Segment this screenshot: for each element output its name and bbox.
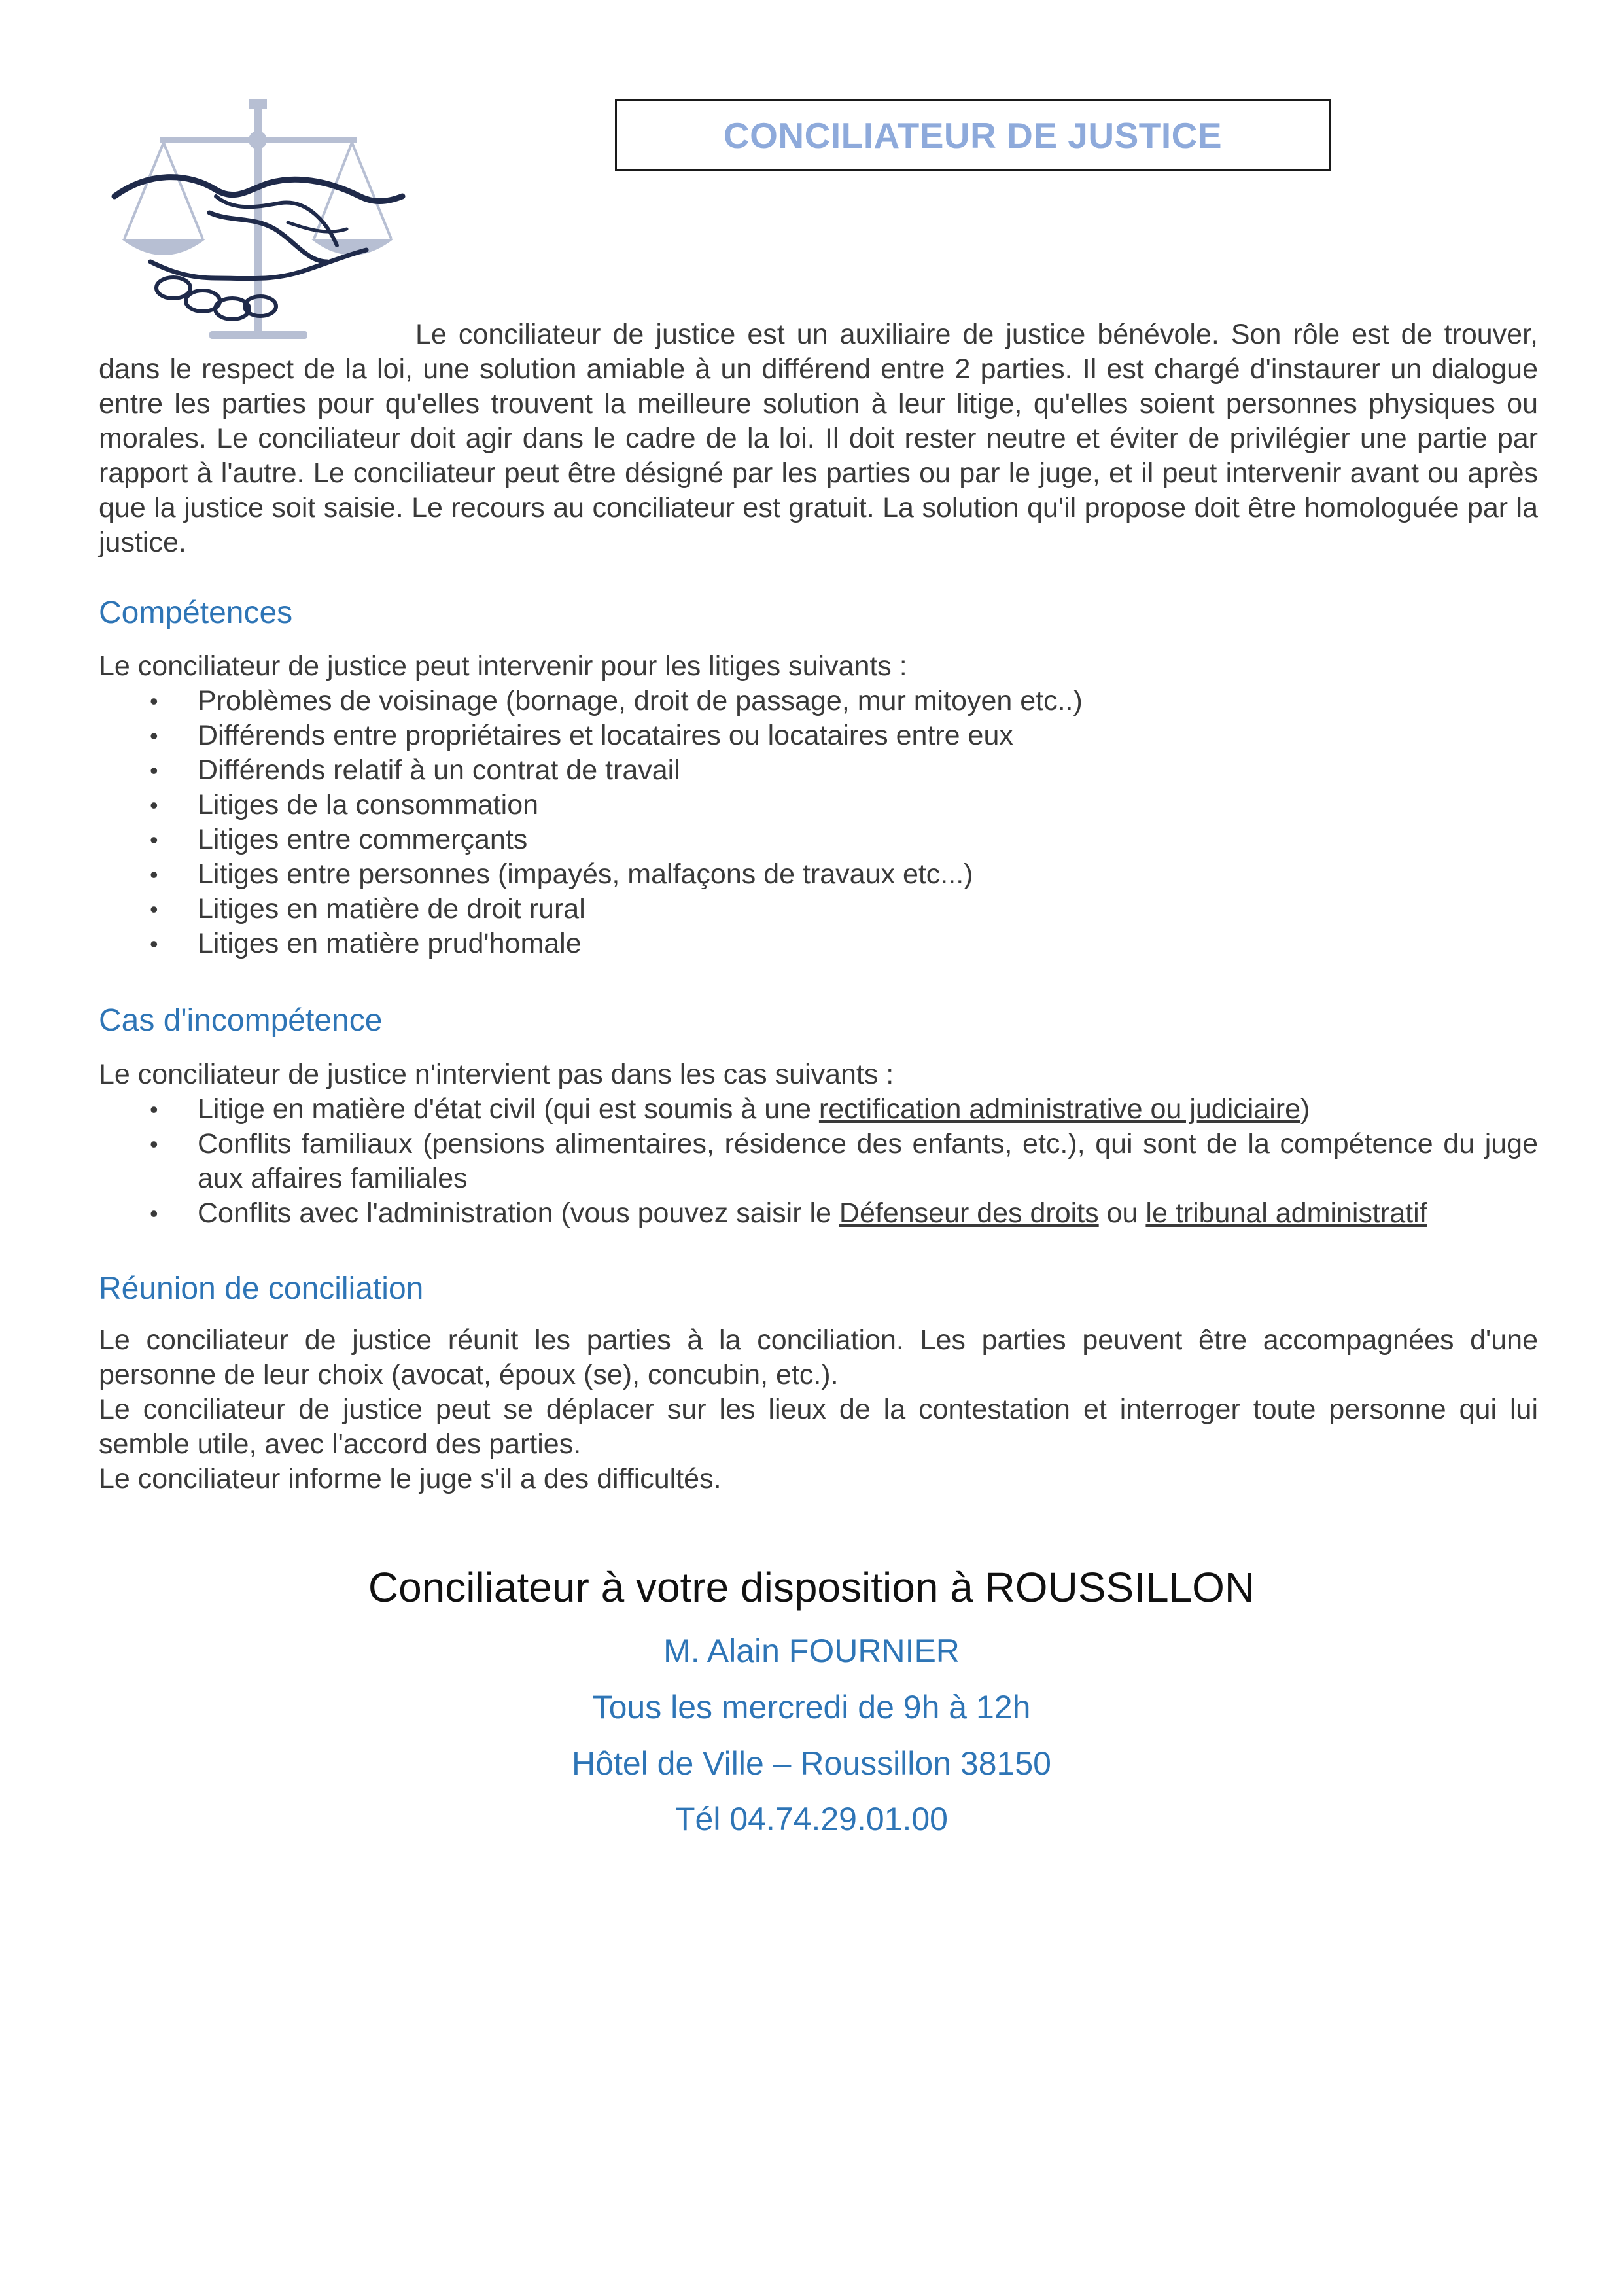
link-rectification[interactable]: rectification administrative ou judiciaire [818, 1093, 1301, 1125]
page-title: CONCILIATEUR DE JUSTICE [723, 115, 1223, 156]
competences-list [99, 684, 1538, 961]
list-item: • Conflits avec l'administration (vous pouvez saisir le Défenseur des droits ou le tribunal administratif [99, 1196, 1538, 1231]
heading-reunion: Réunion de conciliation [99, 1271, 424, 1306]
list-item: • Problèmes de voisinage (bornage, droit de passage, mur mitoyen etc..) [99, 684, 1538, 718]
heading-competences: Compétences [99, 595, 293, 630]
contact-name: M. Alain FOURNIER [663, 1633, 960, 1669]
link-defenseur-des-droits[interactable]: Défenseur des droits [839, 1197, 1099, 1229]
contact-hours: Tous les mercredi de 9h à 12h [592, 1689, 1031, 1725]
incompetence-list [99, 1092, 1538, 1231]
list-item: • Litiges de la consommation [99, 788, 1538, 822]
contact-headline: Conciliateur à votre disposition à ROUSSILLON [368, 1564, 1255, 1611]
list-item: • Différends entre propriétaires et locataires ou locataires entre eux [99, 718, 1538, 753]
contact-phone: Tél 04.74.29.01.00 [675, 1801, 948, 1837]
reunion-paragraph-1: Le conciliateur de justice réunit les parties à la conciliation. Les parties peuvent être accompagnées d'une personne de leur choix (avocat, époux (se), concubin, etc.). [99, 1324, 1538, 1390]
list-item: • Litiges entre commerçants [99, 822, 1538, 857]
reunion-paragraph-2: Le conciliateur de justice peut se déplacer sur les lieux de la contestation et interroger toute personne qui lui semble utile, avec l'accord des parties. [99, 1394, 1538, 1460]
scales-handshake-icon [111, 98, 406, 340]
list-item: • Litiges en matière prud'homale [99, 927, 1538, 961]
list-item: • Litige en matière d'état civil (qui est soumis à une rectification administrative ou judiciaire) [99, 1092, 1538, 1127]
contact-place: Hôtel de Ville – Roussillon 38150 [572, 1745, 1051, 1782]
heading-incompetence: Cas d'incompétence [99, 1003, 383, 1038]
competences-intro: Le conciliateur de justice peut intervenir pour les litiges suivants : [99, 650, 907, 682]
list-item: • Conflits familiaux (pensions alimentaires, résidence des enfants, etc.), qui sont de la compétence du juge aux affaires familiales [99, 1127, 1538, 1196]
list-item: • Litiges en matière de droit rural [99, 892, 1538, 927]
reunion-text [99, 1323, 1538, 1496]
reunion-paragraph-3: Le conciliateur informe le juge s'il a des difficultés. [99, 1463, 722, 1494]
title-box [615, 99, 1331, 171]
incompetence-intro: Le conciliateur de justice n'intervient pas dans les cas suivants : [99, 1059, 894, 1090]
intro-text: Le conciliateur de justice est un auxiliaire de justice bénévole. Son rôle est de trouver, dans le respect de la loi, une solution amiable à un différend entre 2 parties. Il est chargé d'instaurer un dialogue entre les parties pour qu'elles trouvent la meilleure solution à leur litige, qu'elles soient personnes physiques ou morales. Le conciliateur doit agir dans le cadre de la loi. Il doit rester neutre et éviter de privilégier une partie par rapport à l'autre. Le conciliateur peut être désigné par les parties ou par le juge, et il peut intervenir avant ou après que la justice soit saisie. Le recours au conciliateur est gratuit. La solution qu'il propose doit être homologuée par la justice. [99, 319, 1538, 558]
list-item: • Litiges entre personnes (impayés, malfaçons de travaux etc...) [99, 857, 1538, 892]
intro-paragraph [99, 317, 1538, 560]
link-tribunal-administratif[interactable]: le tribunal administratif [1145, 1197, 1427, 1229]
list-item: • Différends relatif à un contrat de travail [99, 753, 1538, 788]
